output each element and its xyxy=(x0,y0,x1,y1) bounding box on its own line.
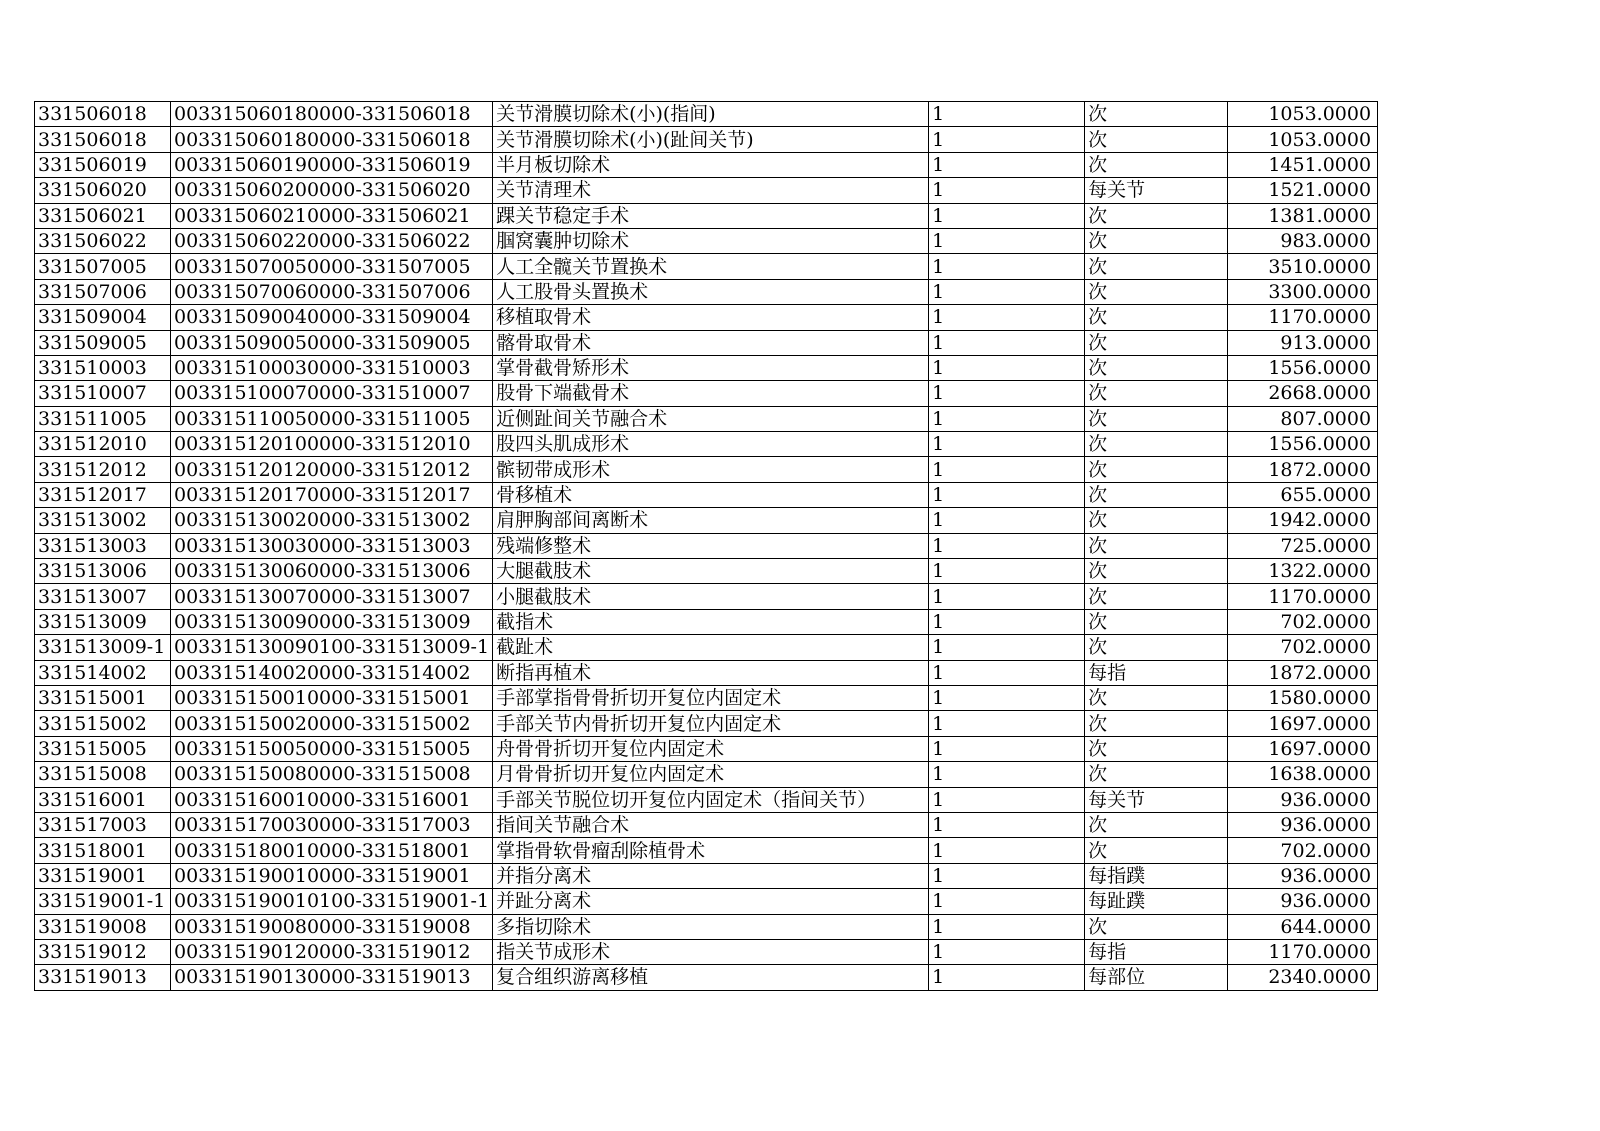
item-name-cell: 关节滑膜切除术(小)(趾间关节) xyxy=(493,127,929,152)
unit-cell: 次 xyxy=(1085,355,1228,380)
table-row xyxy=(35,152,1378,177)
table-row xyxy=(35,279,1378,304)
full-code-cell: 003315120170000-331512017 xyxy=(171,482,493,507)
full-code-cell: 003315160010000-331516001 xyxy=(171,787,493,812)
item-name-cell: 掌骨截骨矫形术 xyxy=(493,355,929,380)
item-code-cell: 331506021 xyxy=(35,203,171,228)
price-cell: 983.0000 xyxy=(1228,228,1378,253)
item-code-cell: 331518001 xyxy=(35,838,171,863)
table-row xyxy=(35,584,1378,609)
table-row xyxy=(35,508,1378,533)
quantity-cell: 1 xyxy=(929,127,1085,152)
item-code-cell: 331509004 xyxy=(35,305,171,330)
unit-cell: 每关节 xyxy=(1085,178,1228,203)
price-cell: 702.0000 xyxy=(1228,838,1378,863)
table-row xyxy=(35,965,1378,990)
quantity-cell: 1 xyxy=(929,355,1085,380)
quantity-cell: 1 xyxy=(929,685,1085,710)
item-code-cell: 331517003 xyxy=(35,812,171,837)
quantity-cell: 1 xyxy=(929,863,1085,888)
full-code-cell: 003315130020000-331513002 xyxy=(171,508,493,533)
item-code-cell: 331515001 xyxy=(35,685,171,710)
unit-cell: 次 xyxy=(1085,736,1228,761)
table-row xyxy=(35,482,1378,507)
quantity-cell: 1 xyxy=(929,102,1085,127)
item-name-cell: 小腿截肢术 xyxy=(493,584,929,609)
price-cell: 644.0000 xyxy=(1228,914,1378,939)
unit-cell: 次 xyxy=(1085,330,1228,355)
item-code-cell: 331511005 xyxy=(35,406,171,431)
full-code-cell: 003315060190000-331506019 xyxy=(171,152,493,177)
table-row xyxy=(35,228,1378,253)
quantity-cell: 1 xyxy=(929,812,1085,837)
unit-cell: 次 xyxy=(1085,381,1228,406)
unit-cell: 次 xyxy=(1085,609,1228,634)
item-name-cell: 手部掌指骨骨折切开复位内固定术 xyxy=(493,685,929,710)
full-code-cell: 003315060180000-331506018 xyxy=(171,102,493,127)
table-row xyxy=(35,254,1378,279)
full-code-cell: 003315070050000-331507005 xyxy=(171,254,493,279)
item-name-cell: 复合组织游离移植 xyxy=(493,965,929,990)
full-code-cell: 003315130060000-331513006 xyxy=(171,559,493,584)
quantity-cell: 1 xyxy=(929,178,1085,203)
table-row xyxy=(35,736,1378,761)
full-code-cell: 003315150010000-331515001 xyxy=(171,685,493,710)
price-cell: 1697.0000 xyxy=(1228,736,1378,761)
item-code-cell: 331513003 xyxy=(35,533,171,558)
table-row xyxy=(35,355,1378,380)
price-cell: 1942.0000 xyxy=(1228,508,1378,533)
item-code-cell: 331516001 xyxy=(35,787,171,812)
table-row xyxy=(35,787,1378,812)
price-cell: 1451.0000 xyxy=(1228,152,1378,177)
unit-cell: 次 xyxy=(1085,584,1228,609)
item-name-cell: 指关节成形术 xyxy=(493,939,929,964)
quantity-cell: 1 xyxy=(929,889,1085,914)
item-code-cell: 331506020 xyxy=(35,178,171,203)
price-cell: 1053.0000 xyxy=(1228,127,1378,152)
table-row xyxy=(35,178,1378,203)
unit-cell: 次 xyxy=(1085,305,1228,330)
item-code-cell: 331513009 xyxy=(35,609,171,634)
unit-cell: 次 xyxy=(1085,482,1228,507)
price-cell: 807.0000 xyxy=(1228,406,1378,431)
price-cell: 1872.0000 xyxy=(1228,457,1378,482)
quantity-cell: 1 xyxy=(929,432,1085,457)
price-cell: 2340.0000 xyxy=(1228,965,1378,990)
item-code-cell: 331512017 xyxy=(35,482,171,507)
full-code-cell: 003315190010100-331519001-1 xyxy=(171,889,493,914)
quantity-cell: 1 xyxy=(929,254,1085,279)
item-code-cell: 331519013 xyxy=(35,965,171,990)
unit-cell: 次 xyxy=(1085,203,1228,228)
price-cell: 1580.0000 xyxy=(1228,685,1378,710)
item-name-cell: 残端修整术 xyxy=(493,533,929,558)
full-code-cell: 003315130090000-331513009 xyxy=(171,609,493,634)
price-cell: 655.0000 xyxy=(1228,482,1378,507)
unit-cell: 每指 xyxy=(1085,660,1228,685)
table-row xyxy=(35,533,1378,558)
item-name-cell: 截趾术 xyxy=(493,635,929,660)
unit-cell: 每指 xyxy=(1085,939,1228,964)
item-name-cell: 并指分离术 xyxy=(493,863,929,888)
table-row xyxy=(35,635,1378,660)
quantity-cell: 1 xyxy=(929,762,1085,787)
quantity-cell: 1 xyxy=(929,787,1085,812)
item-name-cell: 人工股骨头置换术 xyxy=(493,279,929,304)
price-cell: 3510.0000 xyxy=(1228,254,1378,279)
item-code-cell: 331506018 xyxy=(35,102,171,127)
item-code-cell: 331506019 xyxy=(35,152,171,177)
unit-cell: 次 xyxy=(1085,711,1228,736)
full-code-cell: 003315150020000-331515002 xyxy=(171,711,493,736)
unit-cell: 次 xyxy=(1085,914,1228,939)
price-cell: 702.0000 xyxy=(1228,609,1378,634)
full-code-cell: 003315120120000-331512012 xyxy=(171,457,493,482)
item-name-cell: 并趾分离术 xyxy=(493,889,929,914)
price-cell: 936.0000 xyxy=(1228,889,1378,914)
quantity-cell: 1 xyxy=(929,228,1085,253)
table-row xyxy=(35,812,1378,837)
item-name-cell: 半月板切除术 xyxy=(493,152,929,177)
full-code-cell: 003315190120000-331519012 xyxy=(171,939,493,964)
item-name-cell: 踝关节稳定手术 xyxy=(493,203,929,228)
item-name-cell: 人工全髋关节置换术 xyxy=(493,254,929,279)
item-name-cell: 髌韧带成形术 xyxy=(493,457,929,482)
price-cell: 1170.0000 xyxy=(1228,305,1378,330)
quantity-cell: 1 xyxy=(929,406,1085,431)
unit-cell: 次 xyxy=(1085,102,1228,127)
unit-cell: 次 xyxy=(1085,533,1228,558)
item-code-cell: 331510007 xyxy=(35,381,171,406)
full-code-cell: 003315100030000-331510003 xyxy=(171,355,493,380)
item-code-cell: 331512012 xyxy=(35,457,171,482)
quantity-cell: 1 xyxy=(929,736,1085,761)
quantity-cell: 1 xyxy=(929,482,1085,507)
full-code-cell: 003315190080000-331519008 xyxy=(171,914,493,939)
item-name-cell: 手部关节内骨折切开复位内固定术 xyxy=(493,711,929,736)
full-code-cell: 003315130070000-331513007 xyxy=(171,584,493,609)
table-row xyxy=(35,863,1378,888)
price-cell: 1053.0000 xyxy=(1228,102,1378,127)
full-code-cell: 003315060220000-331506022 xyxy=(171,228,493,253)
quantity-cell: 1 xyxy=(929,965,1085,990)
table-row xyxy=(35,406,1378,431)
item-code-cell: 331519012 xyxy=(35,939,171,964)
quantity-cell: 1 xyxy=(929,584,1085,609)
item-name-cell: 截指术 xyxy=(493,609,929,634)
price-cell: 1521.0000 xyxy=(1228,178,1378,203)
table-row xyxy=(35,914,1378,939)
item-code-cell: 331519001-1 xyxy=(35,889,171,914)
full-code-cell: 003315150080000-331515008 xyxy=(171,762,493,787)
price-cell: 702.0000 xyxy=(1228,635,1378,660)
price-cell: 1170.0000 xyxy=(1228,939,1378,964)
full-code-cell: 003315170030000-331517003 xyxy=(171,812,493,837)
quantity-cell: 1 xyxy=(929,508,1085,533)
full-code-cell: 003315120100000-331512010 xyxy=(171,432,493,457)
item-name-cell: 肩胛胸部间离断术 xyxy=(493,508,929,533)
table-row xyxy=(35,102,1378,127)
table-row xyxy=(35,381,1378,406)
quantity-cell: 1 xyxy=(929,609,1085,634)
price-cell: 2668.0000 xyxy=(1228,381,1378,406)
unit-cell: 每关节 xyxy=(1085,787,1228,812)
unit-cell: 次 xyxy=(1085,127,1228,152)
item-code-cell: 331513009-1 xyxy=(35,635,171,660)
quantity-cell: 1 xyxy=(929,711,1085,736)
price-cell: 725.0000 xyxy=(1228,533,1378,558)
item-name-cell: 掌指骨软骨瘤刮除植骨术 xyxy=(493,838,929,863)
table-row xyxy=(35,609,1378,634)
item-code-cell: 331512010 xyxy=(35,432,171,457)
item-code-cell: 331515005 xyxy=(35,736,171,761)
quantity-cell: 1 xyxy=(929,279,1085,304)
quantity-cell: 1 xyxy=(929,559,1085,584)
quantity-cell: 1 xyxy=(929,838,1085,863)
item-name-cell: 大腿截肢术 xyxy=(493,559,929,584)
price-cell: 1556.0000 xyxy=(1228,432,1378,457)
item-code-cell: 331515002 xyxy=(35,711,171,736)
table-row xyxy=(35,203,1378,228)
unit-cell: 每趾蹼 xyxy=(1085,889,1228,914)
price-cell: 936.0000 xyxy=(1228,863,1378,888)
item-name-cell: 舟骨骨折切开复位内固定术 xyxy=(493,736,929,761)
full-code-cell: 003315090040000-331509004 xyxy=(171,305,493,330)
full-code-cell: 003315060210000-331506021 xyxy=(171,203,493,228)
full-code-cell: 003315100070000-331510007 xyxy=(171,381,493,406)
unit-cell: 次 xyxy=(1085,457,1228,482)
item-name-cell: 骨移植术 xyxy=(493,482,929,507)
unit-cell: 次 xyxy=(1085,762,1228,787)
price-cell: 936.0000 xyxy=(1228,787,1378,812)
full-code-cell: 003315150050000-331515005 xyxy=(171,736,493,761)
full-code-cell: 003315190010000-331519001 xyxy=(171,863,493,888)
item-name-cell: 月骨骨折切开复位内固定术 xyxy=(493,762,929,787)
full-code-cell: 003315190130000-331519013 xyxy=(171,965,493,990)
table-row xyxy=(35,889,1378,914)
item-name-cell: 关节清理术 xyxy=(493,178,929,203)
quantity-cell: 1 xyxy=(929,381,1085,406)
table-row xyxy=(35,685,1378,710)
unit-cell: 次 xyxy=(1085,152,1228,177)
quantity-cell: 1 xyxy=(929,457,1085,482)
item-name-cell: 股四头肌成形术 xyxy=(493,432,929,457)
table-row xyxy=(35,711,1378,736)
table-row xyxy=(35,127,1378,152)
item-code-cell: 331513002 xyxy=(35,508,171,533)
price-table-body xyxy=(35,102,1378,991)
table-row xyxy=(35,432,1378,457)
full-code-cell: 003315060200000-331506020 xyxy=(171,178,493,203)
price-cell: 1322.0000 xyxy=(1228,559,1378,584)
unit-cell: 次 xyxy=(1085,228,1228,253)
unit-cell: 次 xyxy=(1085,254,1228,279)
quantity-cell: 1 xyxy=(929,939,1085,964)
item-code-cell: 331513007 xyxy=(35,584,171,609)
unit-cell: 每指蹼 xyxy=(1085,863,1228,888)
full-code-cell: 003315130030000-331513003 xyxy=(171,533,493,558)
item-code-cell: 331506018 xyxy=(35,127,171,152)
unit-cell: 次 xyxy=(1085,279,1228,304)
item-name-cell: 关节滑膜切除术(小)(指间) xyxy=(493,102,929,127)
table-row xyxy=(35,330,1378,355)
price-cell: 1872.0000 xyxy=(1228,660,1378,685)
item-name-cell: 股骨下端截骨术 xyxy=(493,381,929,406)
full-code-cell: 003315070060000-331507006 xyxy=(171,279,493,304)
price-cell: 3300.0000 xyxy=(1228,279,1378,304)
unit-cell: 次 xyxy=(1085,432,1228,457)
unit-cell: 次 xyxy=(1085,406,1228,431)
item-code-cell: 331519001 xyxy=(35,863,171,888)
item-code-cell: 331510003 xyxy=(35,355,171,380)
item-name-cell: 近侧趾间关节融合术 xyxy=(493,406,929,431)
price-table xyxy=(34,101,1378,991)
item-code-cell: 331507006 xyxy=(35,279,171,304)
quantity-cell: 1 xyxy=(929,305,1085,330)
table-row xyxy=(35,305,1378,330)
item-code-cell: 331507005 xyxy=(35,254,171,279)
full-code-cell: 003315060180000-331506018 xyxy=(171,127,493,152)
quantity-cell: 1 xyxy=(929,330,1085,355)
unit-cell: 次 xyxy=(1085,685,1228,710)
full-code-cell: 003315180010000-331518001 xyxy=(171,838,493,863)
quantity-cell: 1 xyxy=(929,660,1085,685)
price-cell: 1381.0000 xyxy=(1228,203,1378,228)
unit-cell: 次 xyxy=(1085,508,1228,533)
table-row xyxy=(35,939,1378,964)
quantity-cell: 1 xyxy=(929,914,1085,939)
item-name-cell: 移植取骨术 xyxy=(493,305,929,330)
full-code-cell: 003315090050000-331509005 xyxy=(171,330,493,355)
quantity-cell: 1 xyxy=(929,203,1085,228)
price-cell: 1638.0000 xyxy=(1228,762,1378,787)
quantity-cell: 1 xyxy=(929,152,1085,177)
item-name-cell: 指间关节融合术 xyxy=(493,812,929,837)
item-name-cell: 腘窝囊肿切除术 xyxy=(493,228,929,253)
table-row xyxy=(35,762,1378,787)
table-row xyxy=(35,457,1378,482)
item-code-cell: 331509005 xyxy=(35,330,171,355)
unit-cell: 次 xyxy=(1085,838,1228,863)
quantity-cell: 1 xyxy=(929,635,1085,660)
price-cell: 1556.0000 xyxy=(1228,355,1378,380)
item-code-cell: 331513006 xyxy=(35,559,171,584)
item-name-cell: 髂骨取骨术 xyxy=(493,330,929,355)
item-code-cell: 331515008 xyxy=(35,762,171,787)
quantity-cell: 1 xyxy=(929,533,1085,558)
full-code-cell: 003315140020000-331514002 xyxy=(171,660,493,685)
price-cell: 1170.0000 xyxy=(1228,584,1378,609)
item-code-cell: 331506022 xyxy=(35,228,171,253)
table-row xyxy=(35,838,1378,863)
table-row xyxy=(35,660,1378,685)
unit-cell: 次 xyxy=(1085,635,1228,660)
unit-cell: 每部位 xyxy=(1085,965,1228,990)
item-name-cell: 断指再植术 xyxy=(493,660,929,685)
price-cell: 913.0000 xyxy=(1228,330,1378,355)
table-row xyxy=(35,559,1378,584)
item-name-cell: 手部关节脱位切开复位内固定术（指间关节） xyxy=(493,787,929,812)
item-code-cell: 331519008 xyxy=(35,914,171,939)
item-name-cell: 多指切除术 xyxy=(493,914,929,939)
price-cell: 1697.0000 xyxy=(1228,711,1378,736)
unit-cell: 次 xyxy=(1085,559,1228,584)
price-cell: 936.0000 xyxy=(1228,812,1378,837)
unit-cell: 次 xyxy=(1085,812,1228,837)
item-code-cell: 331514002 xyxy=(35,660,171,685)
full-code-cell: 003315130090100-331513009-1 xyxy=(171,635,493,660)
full-code-cell: 003315110050000-331511005 xyxy=(171,406,493,431)
